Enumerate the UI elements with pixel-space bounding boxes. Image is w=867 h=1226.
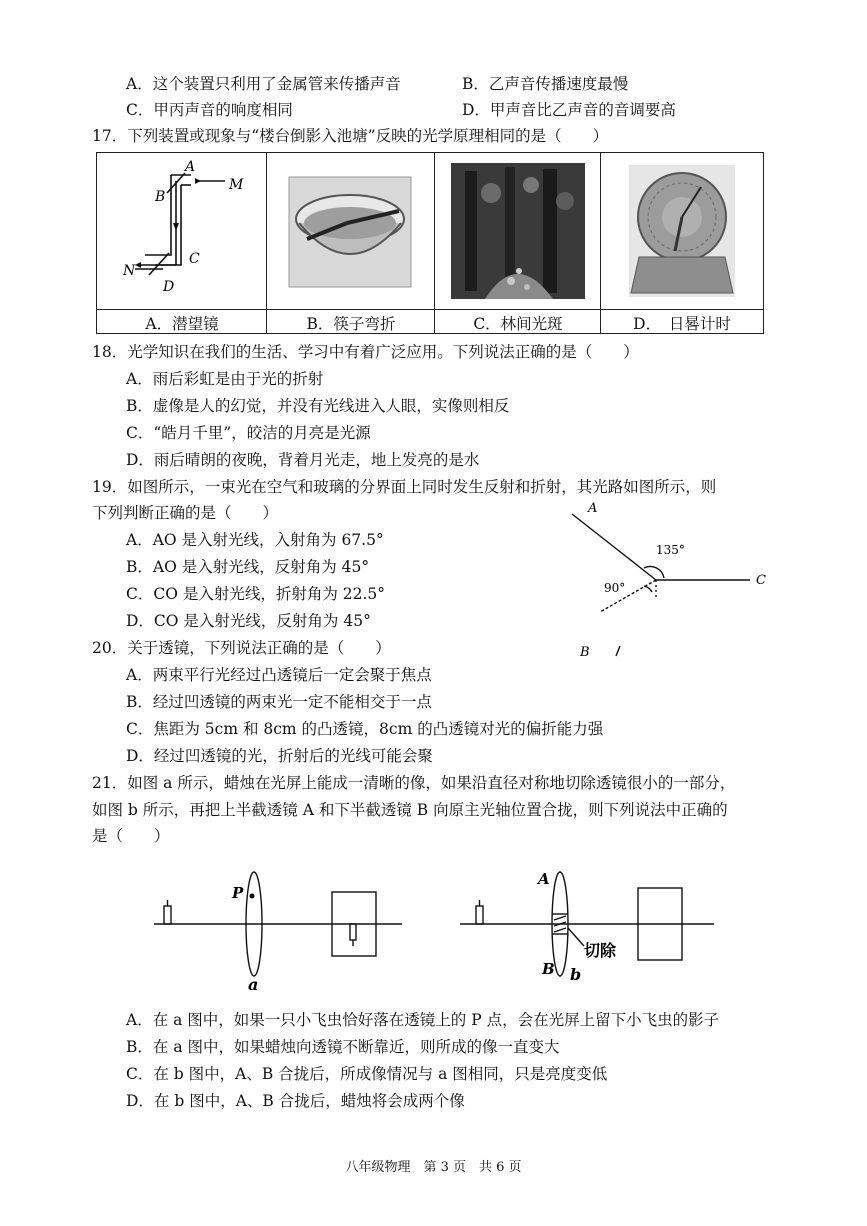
- chopsticks-bowl-photo: [267, 153, 433, 309]
- q19-option-c: C．CO 是入射光线，折射角为 22.5°: [126, 585, 386, 603]
- q18-option-b: B．虚像是人的幻觉，并没有光线进入人眼，实像则相反: [126, 397, 510, 415]
- q17-caption-d: D． 日晷计时: [633, 315, 731, 333]
- q20-option-d: D．经过凹透镜的光，折射后的光线可能会聚: [126, 747, 433, 765]
- q21b-label-a: A: [538, 870, 550, 888]
- q21b-label: b: [570, 965, 582, 984]
- q20-option-c: C．焦距为 5cm 和 8cm 的凸透镜，8cm 的凸透镜对光的偏折能力强: [126, 720, 604, 738]
- q17-stem: 17．下列装置或现象与“楼台倒影入池塘”反映的光学原理相同的是（ ）: [92, 127, 609, 145]
- q21-option-d: D．在 b 图中，A、B 合拢后，蜡烛将会成两个像: [126, 1092, 465, 1110]
- periscope-label-a: A: [185, 159, 196, 175]
- q18-stem: 18．光学知识在我们的生活、学习中有着广泛应用。下列说法正确的是（ ）: [92, 343, 639, 361]
- q17-caption-c: C．林间光斑: [473, 315, 563, 333]
- periscope-diagram: [97, 153, 265, 309]
- q21-option-a: A．在 a 图中，如果一只小飞虫恰好落在透镜上的 P 点，会在光屏上留下小飞虫的影子: [126, 1011, 720, 1029]
- q19-option-b: B．AO 是入射光线，反射角为 45°: [126, 558, 370, 576]
- q18-option-c: C．“皓月千里”，皎洁的月亮是光源: [126, 424, 371, 442]
- q21b-label-b: B: [542, 960, 555, 978]
- q21a-label-p: P: [232, 884, 244, 902]
- q17-caption-divider: [97, 309, 763, 310]
- q17-cell-d: [601, 153, 763, 333]
- q20-option-a: A．两束平行光经过凸透镜后一定会聚于焦点: [126, 666, 432, 684]
- q21-option-b: B．在 a 图中，如果蜡烛向透镜不断靠近，则所成的像一直变大: [126, 1038, 560, 1056]
- q17-caption-a: A．潜望镜: [145, 315, 219, 333]
- q17-cell-a: [97, 153, 267, 333]
- forest-light-spots-photo: [435, 153, 599, 309]
- q19-option-d: D．CO 是入射光线，反射角为 45°: [126, 612, 371, 630]
- q17-cell-c: [435, 153, 601, 333]
- q16-option-c: C．甲丙声音的响度相同: [126, 101, 293, 119]
- q19-refraction-diagram: [560, 496, 790, 666]
- q21-stem-line3: 是（ ）: [92, 827, 170, 845]
- q17-cell-b: [267, 153, 435, 333]
- q19-angle-135: 135°: [656, 543, 685, 557]
- q18-option-a: A．雨后彩虹是由于光的折射: [126, 370, 324, 388]
- periscope-label-b: B: [155, 189, 166, 205]
- q19-label-a: A: [588, 501, 598, 516]
- q21-option-c: C．在 b 图中，A、B 合拢后，所成像情况与 a 图相同，只是亮度变低: [126, 1065, 608, 1083]
- q18-option-d: D．雨后晴朗的夜晚，背着月光走，地上发亮的是水: [126, 451, 480, 469]
- sundial-photo: [601, 153, 763, 309]
- periscope-label-d: D: [163, 279, 175, 295]
- q19-stem-line2: 下列判断正确的是（ ）: [92, 504, 279, 522]
- periscope-label-c: C: [189, 251, 200, 267]
- periscope-label-m: M: [229, 177, 244, 193]
- page-footer: 八年级物理 第 3 页 共 6 页: [345, 1160, 522, 1175]
- q21b-cut-label: 切除: [584, 941, 617, 960]
- q19-label-b: B: [580, 645, 590, 660]
- q17-image-table: [96, 152, 764, 334]
- q16-option-a: A．这个装置只利用了金属管来传播声音: [126, 75, 401, 93]
- q20-stem: 20．关于透镜，下列说法正确的是（ ）: [92, 639, 391, 657]
- periscope-label-n: N: [123, 263, 136, 279]
- q17-caption-b: B．筷子弯折: [306, 315, 396, 333]
- q16-option-d: D．甲声音比乙声音的音调要高: [462, 101, 676, 119]
- q19-angle-90: 90°: [604, 581, 626, 595]
- q20-option-b: B．经过凹透镜的两束光一定不能相交于一点: [126, 693, 432, 711]
- q21a-label: a: [248, 975, 259, 992]
- q16-option-b: B．乙声音传播速度最慢: [462, 75, 629, 93]
- q21-figure-b: [456, 862, 726, 992]
- q21-stem-line2: 如图 b 所示，再把上半截透镜 A 和下半截透镜 B 向原主光轴位置合拢，则下列说法中正确的: [92, 801, 728, 819]
- q19-option-a: A．AO 是入射光线，入射角为 67.5°: [126, 531, 384, 549]
- q21-figure-a: [150, 862, 420, 992]
- q21-stem-line1: 21．如图 a 所示，蜡烛在光屏上能成一清晰的像，如果沿直径对称地切除透镜很小的一部分，: [92, 774, 736, 792]
- q19-stem-line1: 19．如图所示，一束光在空气和玻璃的分界面上同时发生反射和折射，其光路如图所示，则: [92, 478, 717, 496]
- q19-label-c: C: [756, 573, 766, 588]
